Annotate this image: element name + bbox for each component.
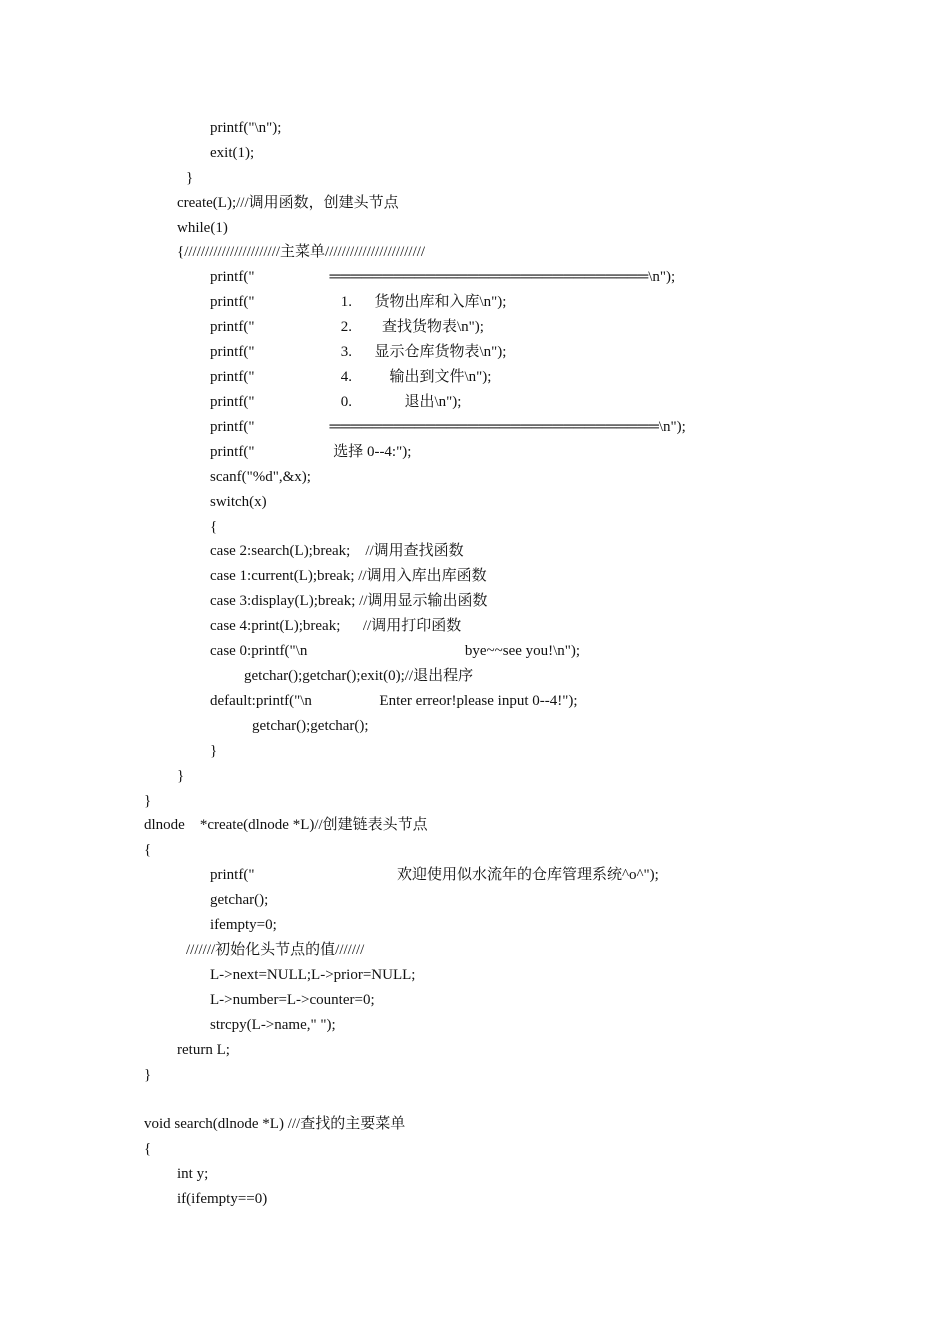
code-line: printf(" 选择 0--4:"); <box>210 444 412 460</box>
code-line: } <box>144 1067 152 1083</box>
code-line: case 0:printf("\n bye~~see you!\n"); <box>210 643 581 659</box>
code-line: int y; <box>177 1166 209 1182</box>
code-line: getchar();getchar();exit(0);//退出程序 <box>244 668 474 684</box>
code-line: void search(dlnode *L) ///查找的主要菜单 <box>144 1116 406 1132</box>
code-line: printf(" 4. 输出到文件\n"); <box>210 369 492 385</box>
code-line: if(ifempty==0) <box>177 1191 268 1207</box>
code-line: { <box>144 842 152 858</box>
code-line: ifempty=0; <box>210 917 277 933</box>
code-line: case 1:current(L);break; //调用入库出库函数 <box>210 568 487 584</box>
code-line: exit(1); <box>210 145 255 161</box>
code-line: } <box>186 170 194 186</box>
code-line: printf("\n"); <box>210 120 282 136</box>
code-line: L->next=NULL;L->prior=NULL; <box>210 967 416 983</box>
code-line: default:printf("\n Enter erreor!please input 0--4!"); <box>210 693 578 709</box>
code-line: printf(" 3. 显示仓库货物表\n"); <box>210 344 507 360</box>
code-line: getchar(); <box>210 892 269 908</box>
code-line: } <box>210 743 218 759</box>
code-line: case 3:display(L);break; //调用显示输出函数 <box>210 593 488 609</box>
code-line: printf(" ═══════════════════════════════\n"); <box>210 419 686 435</box>
code-line: scanf("%d",&x); <box>210 469 311 485</box>
code-line: L->number=L->counter=0; <box>210 992 375 1008</box>
code-line: } <box>177 768 185 784</box>
code-line: } <box>144 793 152 809</box>
code-line: printf(" 欢迎使用似水流年的仓库管理系统^o^"); <box>210 867 659 883</box>
code-line: { <box>144 1141 152 1157</box>
code-line: printf(" 2. 查找货物表\n"); <box>210 319 484 335</box>
code-line: switch(x) <box>210 494 267 510</box>
code-line: case 4:print(L);break; //调用打印函数 <box>210 618 462 634</box>
code-line: case 2:search(L);break; //调用查找函数 <box>210 543 464 559</box>
code-line: {///////////////////////主菜单//////////////////////// <box>177 244 426 260</box>
code-line: printf(" 0. 退出\n"); <box>210 394 462 410</box>
code-line: dlnode *create(dlnode *L)//创建链表头节点 <box>144 817 428 833</box>
code-line: create(L);///调用函数，创建头节点 <box>177 195 399 211</box>
code-line: while(1) <box>177 220 228 236</box>
code-line: return L; <box>177 1042 230 1058</box>
code-line: strcpy(L->name," "); <box>210 1017 336 1033</box>
code-line: printf(" ══════════════════════════════\n"); <box>210 269 676 285</box>
code-line: { <box>210 519 218 535</box>
code-line: getchar();getchar(); <box>252 718 369 734</box>
code-line: ///////初始化头节点的值/////// <box>186 942 365 958</box>
code-line: printf(" 1. 货物出库和入库\n"); <box>210 294 507 310</box>
